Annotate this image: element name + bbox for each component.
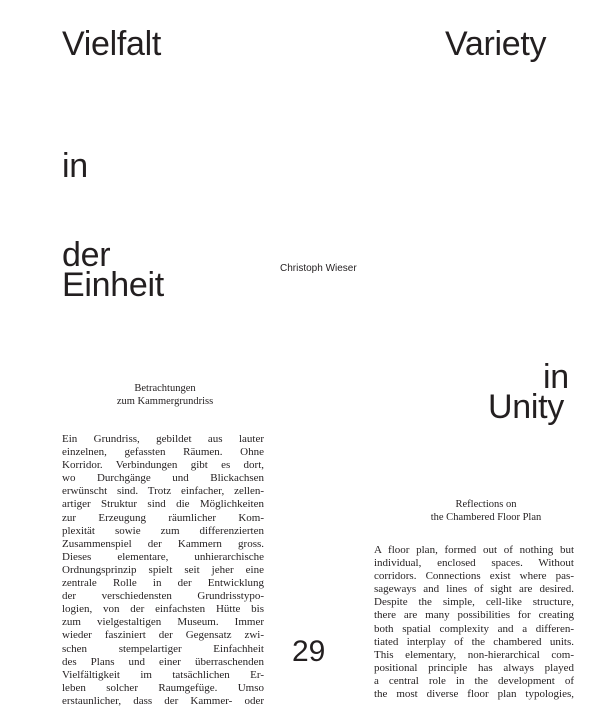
body-de-line: artiger Struktur sind die Möglichkeiten (62, 498, 264, 511)
body-de-line: wo Durchgänge und Blickachsen (62, 472, 264, 485)
body-de-line: plexität sowie zum differenzierten (62, 524, 264, 537)
body-de-line: schen stempelartiger Einfachheit (62, 642, 264, 655)
title-en-line-3: Unity (488, 388, 564, 426)
body-de-line: erstaunlicher, dass der Kammer- oder (62, 694, 264, 707)
body-text-de (62, 433, 264, 708)
subtitle-de (95, 382, 235, 408)
body-de-line: Vielfältigkeit im tatsächlichen Er- (62, 668, 264, 681)
body-de-line: logien, von der einfachsten Hütte bis (62, 603, 264, 616)
body-de-line: Ein Grundriss, gebildet aus lauter (62, 433, 264, 445)
subtitle-en-line: the Chambered Floor Plan (430, 512, 542, 523)
body-en-line: there are many possibilities for creating (374, 609, 574, 622)
body-de-line: Zusammenspiel der Kammern gross. (62, 537, 264, 550)
body-en-line: This elementary, non-hierarchical com- (374, 648, 574, 661)
body-en-line: individual, enclosed spaces. Without (374, 557, 574, 570)
body-en-line: both spatial complexity and a differen- (374, 622, 574, 635)
subtitle-de-line: Betrachtungen (134, 383, 196, 394)
body-de-line: einzelnen, gefassten Räumen. Ohne (62, 446, 264, 459)
body-de-line: zur Erzeugung räumlicher Kom- (62, 511, 264, 524)
body-de-line: der verschiedensten Grundrisstypo- (62, 590, 264, 603)
title-de-line-3: der (62, 236, 111, 274)
body-de-line: Ordnungsprinzip spielt seit jeher eine (62, 563, 264, 576)
body-en-line: A floor plan, formed out of nothing but (374, 544, 574, 556)
body-en-line: the most diverse floor plan typologies, (374, 688, 574, 701)
body-en-line: Despite the simple, cell-like structure, (374, 596, 574, 609)
title-de-line-4: Einheit (62, 266, 164, 304)
body-de-line: leben solcher Raumgefüge. Umso (62, 681, 264, 694)
body-de-line: Korridor. Verbindungen gibt es dort, (62, 459, 264, 472)
body-en-line: sageways and lines of sight are desired. (374, 583, 574, 596)
title-de-line-2: in (62, 147, 88, 185)
body-de-line: wieder fasziniert der Gegensatz zwi- (62, 629, 264, 642)
body-de-line: erwünscht sind. Trotz einfacher, zellen- (62, 485, 264, 498)
body-de-line: Dieses elementare, unhierarchische (62, 550, 264, 563)
page-number: 29 (292, 635, 326, 668)
body-en-line: corridors. Connections exist where pas- (374, 570, 574, 583)
body-en-line: tiated interplay of the chambered units. (374, 635, 574, 648)
subtitle-en (400, 498, 572, 524)
title-en-line-1: Variety (445, 25, 547, 63)
body-en-line: a central role in the development of (374, 674, 574, 687)
title-de-line-1: Vielfalt (62, 25, 162, 63)
body-de-line: zentrale Rolle in der Entwicklung (62, 577, 264, 590)
subtitle-en-line: Reflections on (455, 499, 517, 510)
subtitle-de-line: zum Kammergrundriss (116, 396, 214, 407)
body-de-line: des Plans und einer überraschenden (62, 655, 264, 668)
author-name: Christoph Wieser (280, 263, 357, 274)
body-de-line: zum vielgestaltigen Museum. Immer (62, 616, 264, 629)
body-en-line: positional principle has always played (374, 661, 574, 674)
body-text-en (374, 544, 574, 701)
title-en-line-2: in (543, 358, 569, 396)
